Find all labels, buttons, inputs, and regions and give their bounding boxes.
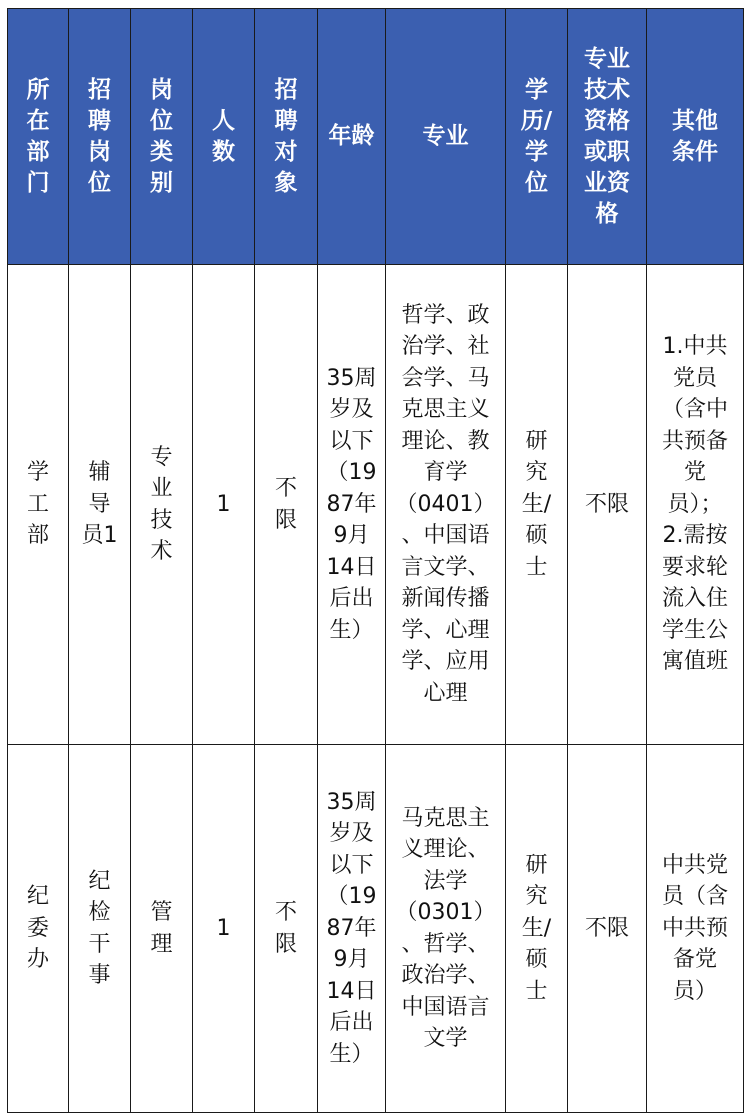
header-age: 年龄 <box>318 9 386 265</box>
cell-age: 35周 岁及 以下 （19 87年 9月 14日 后出 生） <box>318 745 386 1113</box>
cell-major: 哲学、政 治学、社 会学、马 克思主义 理论、教 育学 （0401） 、中国语 言文学、 新闻传播 学、心理 学、应用 心理 <box>386 265 506 745</box>
cell-category: 管 理 <box>131 745 193 1113</box>
header-target: 招 聘 对 象 <box>255 9 318 265</box>
cell-target: 不 限 <box>255 745 318 1113</box>
cell-position: 辅 导 员1 <box>69 265 131 745</box>
cell-qualification: 不限 <box>568 745 647 1113</box>
header-count: 人 数 <box>193 9 255 265</box>
header-qualification: 专业 技术 资格 或职 业资 格 <box>568 9 647 265</box>
cell-dept: 学 工 部 <box>8 265 69 745</box>
header-category: 岗 位 类 别 <box>131 9 193 265</box>
header-other: 其他 条件 <box>647 9 744 265</box>
header-degree: 学 历/ 学 位 <box>506 9 568 265</box>
cell-other: 中共党 员（含 中共预 备党 员） <box>647 745 744 1113</box>
cell-qualification: 不限 <box>568 265 647 745</box>
cell-position: 纪 检 干 事 <box>69 745 131 1113</box>
table-row <box>8 265 744 745</box>
header-major: 专业 <box>386 9 506 265</box>
cell-dept: 纪 委 办 <box>8 745 69 1113</box>
cell-other: 1.中共 党员 （含中 共预备 党 员）； 2.需按 要求轮 流入住 学生公 寓值班 <box>647 265 744 745</box>
cell-major: 马克思主 义理论、 法学 （0301） 、哲学、 政治学、 中国语言 文学 <box>386 745 506 1113</box>
header-dept: 所 在 部 门 <box>8 9 69 265</box>
cell-count: 1 <box>193 265 255 745</box>
table-row <box>8 745 744 1113</box>
cell-age: 35周 岁及 以下 （19 87年 9月 14日 后出 生） <box>318 265 386 745</box>
recruitment-table <box>7 8 744 1113</box>
cell-category: 专 业 技 术 <box>131 265 193 745</box>
cell-degree: 研 究 生/ 硕 士 <box>506 745 568 1113</box>
table-header-row <box>8 9 744 265</box>
cell-degree: 研 究 生/ 硕 士 <box>506 265 568 745</box>
cell-target: 不 限 <box>255 265 318 745</box>
cell-count: 1 <box>193 745 255 1113</box>
header-position: 招 聘 岗 位 <box>69 9 131 265</box>
